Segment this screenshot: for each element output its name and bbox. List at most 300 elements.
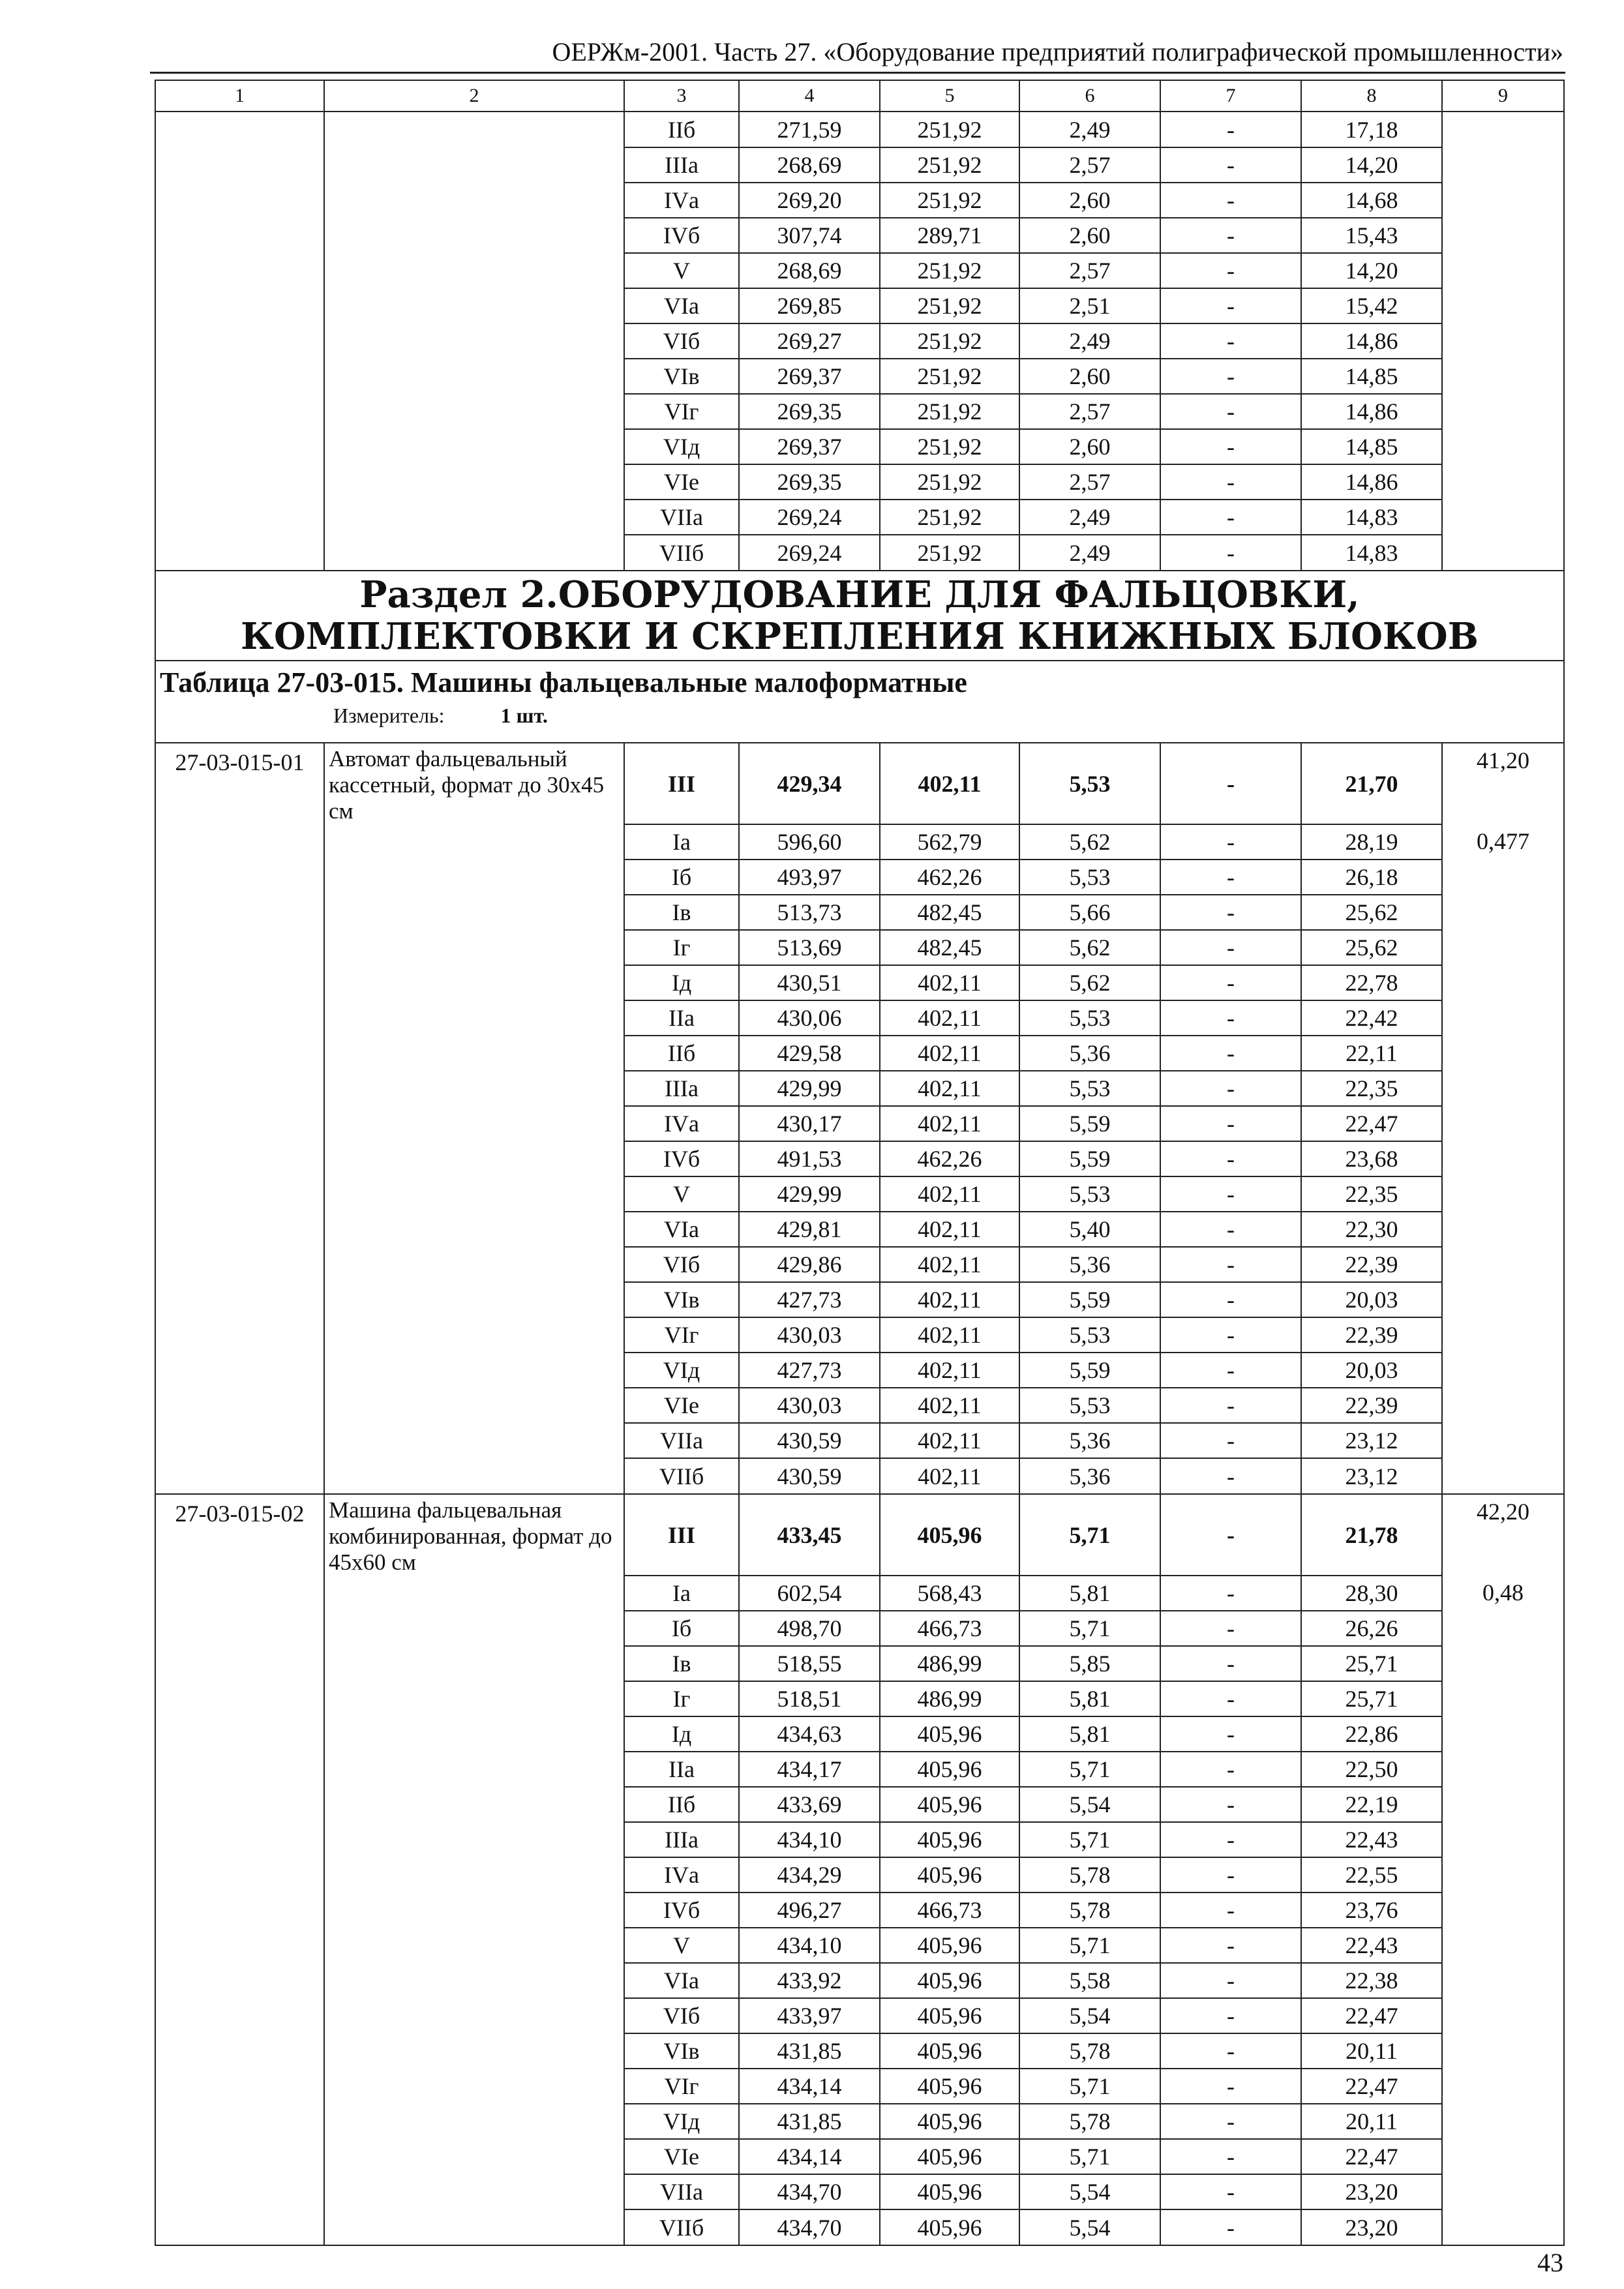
column-9-cell [1442, 1000, 1564, 1036]
table-body [155, 80, 1564, 2245]
column-9-cell [1442, 323, 1564, 359]
data-cell: - [1160, 183, 1301, 218]
rate-code-cell [155, 1963, 324, 1998]
data-cell: - [1160, 1822, 1301, 1857]
item-name-cell [324, 429, 624, 464]
data-cell: 402,11 [880, 1247, 1019, 1282]
rate-code-cell [155, 1388, 324, 1423]
table-row [155, 2174, 1564, 2209]
data-cell: VIд [624, 429, 739, 464]
data-cell: 2,60 [1019, 359, 1160, 394]
item-name-cell [324, 1752, 624, 1787]
column-9-cell [1442, 930, 1564, 965]
rate-code-cell [155, 429, 324, 464]
data-cell: 22,50 [1301, 1752, 1442, 1787]
data-cell: Iа [624, 824, 739, 860]
table-row [155, 1681, 1564, 1716]
data-cell: 5,36 [1019, 1423, 1160, 1458]
data-cell: - [1160, 1998, 1301, 2033]
data-cell: 23,68 [1301, 1141, 1442, 1176]
data-cell: 22,47 [1301, 2139, 1442, 2174]
data-cell: 5,54 [1019, 1787, 1160, 1822]
data-cell: 251,92 [880, 112, 1019, 147]
page-number: 43 [1537, 2248, 1563, 2277]
data-cell: 268,69 [739, 147, 880, 183]
data-cell: 269,37 [739, 429, 880, 464]
column-9-cell [1442, 1646, 1564, 1681]
table-row [155, 860, 1564, 895]
item-name-cell [324, 1212, 624, 1247]
data-cell: 5,62 [1019, 965, 1160, 1000]
data-cell: 430,17 [739, 1106, 880, 1141]
column-9-cell [1442, 1071, 1564, 1106]
rate-code-cell [155, 1576, 324, 1611]
data-cell: - [1160, 1212, 1301, 1247]
rate-code-cell [155, 1423, 324, 1458]
item-name-cell [324, 1388, 624, 1423]
data-cell: 402,11 [880, 1071, 1019, 1106]
item-name-cell [324, 1106, 624, 1141]
data-cell: - [1160, 2104, 1301, 2139]
data-cell: 568,43 [880, 1576, 1019, 1611]
data-cell: 5,59 [1019, 1282, 1160, 1317]
data-cell: 427,73 [739, 1353, 880, 1388]
column-9-cell [1442, 1998, 1564, 2033]
data-cell: - [1160, 2209, 1301, 2245]
data-cell: VIг [624, 1317, 739, 1353]
data-cell: 429,99 [739, 1071, 880, 1106]
data-cell: 462,26 [880, 860, 1019, 895]
table-row [155, 429, 1564, 464]
column-number: 6 [1019, 80, 1160, 112]
table-row [155, 394, 1564, 429]
data-cell: 434,70 [739, 2209, 880, 2245]
data-cell: 429,99 [739, 1176, 880, 1212]
data-cell: 14,86 [1301, 464, 1442, 500]
data-cell: VIв [624, 359, 739, 394]
rate-code-cell [155, 1716, 324, 1752]
data-cell: 5,59 [1019, 1141, 1160, 1176]
data-cell: 434,29 [739, 1857, 880, 1893]
item-name-cell [324, 1176, 624, 1212]
rate-code-cell [155, 394, 324, 429]
data-cell: - [1160, 1141, 1301, 1176]
data-cell: - [1160, 930, 1301, 965]
data-cell: 405,96 [880, 1928, 1019, 1963]
table-row [155, 1000, 1564, 1036]
data-cell: 402,11 [880, 1388, 1019, 1423]
data-cell: VIг [624, 394, 739, 429]
column-9-cell [1442, 183, 1564, 218]
data-cell: 22,55 [1301, 1857, 1442, 1893]
data-cell: 5,78 [1019, 2033, 1160, 2069]
item-name-cell [324, 1423, 624, 1458]
column-9-cell [1442, 429, 1564, 464]
column-9-cell [1442, 2139, 1564, 2174]
column-9-cell [1442, 1317, 1564, 1353]
data-cell: 433,92 [739, 1963, 880, 1998]
table-row [155, 1752, 1564, 1787]
table-row [155, 1494, 1564, 1576]
item-name-cell [324, 1611, 624, 1646]
data-cell: 5,53 [1019, 1176, 1160, 1212]
table-row [155, 1353, 1564, 1388]
column-9-cell [1442, 1388, 1564, 1423]
data-cell: - [1160, 1646, 1301, 1681]
table-row [155, 253, 1564, 288]
data-cell: 402,11 [880, 743, 1019, 824]
rate-code-cell [155, 1787, 324, 1822]
table-row [155, 147, 1564, 183]
data-cell: IIб [624, 1036, 739, 1071]
table-row [155, 1787, 1564, 1822]
column-9-cell [1442, 1893, 1564, 1928]
data-cell: 22,47 [1301, 1106, 1442, 1141]
section-title: Раздел 2.ОБОРУДОВАНИЕ ДЛЯ ФАЛЬЦОВКИ, КОМПЛЕКТОВКИ И СКРЕПЛЕНИЯ КНИЖНЫХ БЛОКОВ [155, 571, 1564, 661]
data-cell: Iв [624, 1646, 739, 1681]
item-name-cell [324, 2069, 624, 2104]
column-9-cell [1442, 1176, 1564, 1212]
rate-code-cell [155, 288, 324, 323]
data-cell: 21,70 [1301, 743, 1442, 824]
data-cell: 434,10 [739, 1822, 880, 1857]
data-cell: 433,69 [739, 1787, 880, 1822]
data-cell: VIIб [624, 2209, 739, 2245]
table-title: Таблица 27-03-015. Машины фальцевальные малоформатные [160, 666, 967, 698]
rate-code-cell [155, 1893, 324, 1928]
item-name-cell [324, 895, 624, 930]
data-cell: 429,58 [739, 1036, 880, 1071]
data-cell: 269,37 [739, 359, 880, 394]
item-name-cell [324, 288, 624, 323]
data-cell: III [624, 743, 739, 824]
item-name-cell [324, 253, 624, 288]
column-9-cell: 41,20 [1442, 743, 1564, 824]
data-cell: 431,85 [739, 2104, 880, 2139]
column-number: 3 [624, 80, 739, 112]
column-number: 2 [324, 80, 624, 112]
rate-code-cell [155, 2209, 324, 2245]
data-cell: 21,78 [1301, 1494, 1442, 1576]
rate-code-cell [155, 183, 324, 218]
data-cell: - [1160, 860, 1301, 895]
column-9-cell [1442, 253, 1564, 288]
data-cell: 22,43 [1301, 1822, 1442, 1857]
data-cell: 402,11 [880, 1353, 1019, 1388]
data-cell: 14,86 [1301, 323, 1442, 359]
table-row [155, 1716, 1564, 1752]
data-cell: 14,86 [1301, 394, 1442, 429]
table-row [155, 1176, 1564, 1212]
item-name-cell [324, 1000, 624, 1036]
column-9-cell [1442, 147, 1564, 183]
data-cell: 251,92 [880, 183, 1019, 218]
column-number: 5 [880, 80, 1019, 112]
data-cell: - [1160, 965, 1301, 1000]
data-cell: 2,60 [1019, 218, 1160, 253]
data-cell: 405,96 [880, 2104, 1019, 2139]
table-row [155, 218, 1564, 253]
column-9-cell [1442, 1106, 1564, 1141]
column-number: 1 [155, 80, 324, 112]
rate-code-cell [155, 2033, 324, 2069]
rate-code-cell [155, 2104, 324, 2139]
data-cell: 23,20 [1301, 2209, 1442, 2245]
item-name-cell [324, 2174, 624, 2209]
item-name-cell [324, 2209, 624, 2245]
data-cell: - [1160, 1494, 1301, 1576]
table-row [155, 359, 1564, 394]
data-cell: 22,47 [1301, 2069, 1442, 2104]
data-cell: VIб [624, 1247, 739, 1282]
data-cell: 22,39 [1301, 1247, 1442, 1282]
rate-code-cell [155, 1752, 324, 1787]
data-cell: VIа [624, 1212, 739, 1247]
data-cell: 491,53 [739, 1141, 880, 1176]
data-cell: 5,53 [1019, 1071, 1160, 1106]
item-name-cell [324, 535, 624, 571]
item-name-cell [324, 1036, 624, 1071]
table-row [155, 183, 1564, 218]
data-cell: - [1160, 1317, 1301, 1353]
data-cell: 23,12 [1301, 1458, 1442, 1494]
data-cell: - [1160, 895, 1301, 930]
data-cell: 28,30 [1301, 1576, 1442, 1611]
column-9-cell [1442, 359, 1564, 394]
column-9-cell [1442, 1247, 1564, 1282]
data-cell: 402,11 [880, 965, 1019, 1000]
data-cell: IVа [624, 1857, 739, 1893]
data-cell: - [1160, 359, 1301, 394]
data-cell: VIа [624, 288, 739, 323]
column-9-cell [1442, 1353, 1564, 1388]
item-name-cell [324, 2139, 624, 2174]
rate-code-cell [155, 1353, 324, 1388]
data-cell: - [1160, 1106, 1301, 1141]
data-cell: 14,85 [1301, 429, 1442, 464]
data-cell: 2,49 [1019, 112, 1160, 147]
table-row [155, 1646, 1564, 1681]
data-cell: 405,96 [880, 2069, 1019, 2104]
data-cell: 5,62 [1019, 930, 1160, 965]
item-name-cell [324, 1787, 624, 1822]
data-cell: Iв [624, 895, 739, 930]
data-cell: 22,11 [1301, 1036, 1442, 1071]
data-cell: 5,62 [1019, 824, 1160, 860]
data-cell: - [1160, 1247, 1301, 1282]
data-cell: 518,51 [739, 1681, 880, 1716]
column-9-cell [1442, 1681, 1564, 1716]
data-cell: 486,99 [880, 1681, 1019, 1716]
data-cell: 5,53 [1019, 1000, 1160, 1036]
data-cell: - [1160, 1752, 1301, 1787]
data-cell: 23,76 [1301, 1893, 1442, 1928]
rate-code-cell [155, 930, 324, 965]
data-cell: 498,70 [739, 1611, 880, 1646]
item-name-cell [324, 1681, 624, 1716]
column-9-cell [1442, 218, 1564, 253]
data-cell: Iб [624, 1611, 739, 1646]
data-cell: 434,17 [739, 1752, 880, 1787]
column-number: 7 [1160, 80, 1301, 112]
column-9-cell [1442, 464, 1564, 500]
data-cell: 307,74 [739, 218, 880, 253]
rate-code-cell [155, 359, 324, 394]
item-name-cell [324, 965, 624, 1000]
column-9-cell [1442, 895, 1564, 930]
data-cell: - [1160, 1282, 1301, 1317]
data-cell: - [1160, 500, 1301, 535]
data-cell: 562,79 [880, 824, 1019, 860]
data-cell: VIе [624, 2139, 739, 2174]
column-9-cell [1442, 1928, 1564, 1963]
item-name-cell [324, 500, 624, 535]
data-cell: 466,73 [880, 1611, 1019, 1646]
rate-code-cell [155, 1928, 324, 1963]
data-cell: 405,96 [880, 1494, 1019, 1576]
item-name-cell [324, 394, 624, 429]
data-cell: 5,78 [1019, 2104, 1160, 2139]
data-cell: 430,03 [739, 1317, 880, 1353]
table-row [155, 1611, 1564, 1646]
rate-code-cell [155, 965, 324, 1000]
measure-line [160, 700, 1559, 730]
data-cell: 5,78 [1019, 1893, 1160, 1928]
column-9-cell [1442, 1857, 1564, 1893]
rate-code-cell: 27-03-015-02 [155, 1494, 324, 1576]
data-cell: 2,60 [1019, 429, 1160, 464]
data-cell: 22,47 [1301, 1998, 1442, 2033]
rate-code-cell [155, 824, 324, 860]
data-cell: 22,35 [1301, 1071, 1442, 1106]
item-name-cell [324, 930, 624, 965]
data-cell: 5,71 [1019, 2069, 1160, 2104]
data-cell: 5,36 [1019, 1036, 1160, 1071]
rate-code-cell [155, 253, 324, 288]
data-cell: 271,59 [739, 112, 880, 147]
data-cell: Iг [624, 930, 739, 965]
data-cell: 23,20 [1301, 2174, 1442, 2209]
column-9-cell [1442, 1822, 1564, 1857]
table-row [155, 2209, 1564, 2245]
data-cell: 5,53 [1019, 743, 1160, 824]
data-cell: 5,54 [1019, 2209, 1160, 2245]
data-cell: 5,54 [1019, 1998, 1160, 2033]
item-name-cell [324, 860, 624, 895]
data-cell: 430,59 [739, 1458, 880, 1494]
data-cell: - [1160, 147, 1301, 183]
data-cell: IIб [624, 1787, 739, 1822]
data-cell: 5,78 [1019, 1857, 1160, 1893]
item-name-cell [324, 112, 624, 147]
column-number: 8 [1301, 80, 1442, 112]
column-9-cell [1442, 112, 1564, 147]
item-name-cell [324, 2033, 624, 2069]
section-row [155, 571, 1564, 661]
rate-code-cell [155, 500, 324, 535]
data-cell: 405,96 [880, 2139, 1019, 2174]
data-cell: 14,83 [1301, 535, 1442, 571]
data-cell: 429,81 [739, 1212, 880, 1247]
table-row [155, 1247, 1564, 1282]
data-cell: 427,73 [739, 1282, 880, 1317]
data-cell: - [1160, 743, 1301, 824]
table-row [155, 2104, 1564, 2139]
data-cell: IVб [624, 1893, 739, 1928]
data-cell: 14,20 [1301, 147, 1442, 183]
measure-unit: 1 шт. [500, 704, 548, 727]
data-cell: 251,92 [880, 359, 1019, 394]
data-cell: VIб [624, 1998, 739, 2033]
table-row [155, 1928, 1564, 1963]
column-9-cell [1442, 1423, 1564, 1458]
data-cell: 251,92 [880, 253, 1019, 288]
data-cell: III [624, 1494, 739, 1576]
data-cell: IIIа [624, 147, 739, 183]
data-cell: 405,96 [880, 1822, 1019, 1857]
data-cell: - [1160, 1176, 1301, 1212]
data-cell: VIIб [624, 1458, 739, 1494]
data-cell: 429,86 [739, 1247, 880, 1282]
table-row [155, 112, 1564, 147]
item-name-cell [324, 1282, 624, 1317]
column-9-cell [1442, 1611, 1564, 1646]
data-cell: 434,10 [739, 1928, 880, 1963]
data-cell: 405,96 [880, 1963, 1019, 1998]
rate-code-cell [155, 323, 324, 359]
item-name-cell [324, 1716, 624, 1752]
data-cell: 402,11 [880, 1423, 1019, 1458]
table-row [155, 288, 1564, 323]
data-cell: 518,55 [739, 1646, 880, 1681]
column-9-cell [1442, 965, 1564, 1000]
data-cell: 405,96 [880, 2174, 1019, 2209]
rate-code-cell [155, 1857, 324, 1893]
data-cell: - [1160, 323, 1301, 359]
column-number-row [155, 80, 1564, 112]
data-cell: 434,14 [739, 2139, 880, 2174]
data-cell: IIб [624, 112, 739, 147]
table-row [155, 323, 1564, 359]
data-cell: 5,71 [1019, 1822, 1160, 1857]
data-cell: 2,57 [1019, 253, 1160, 288]
data-cell: 602,54 [739, 1576, 880, 1611]
data-cell: 20,03 [1301, 1353, 1442, 1388]
data-cell: VIг [624, 2069, 739, 2104]
item-name-cell [324, 1576, 624, 1611]
data-cell: 22,39 [1301, 1388, 1442, 1423]
data-cell: 430,51 [739, 965, 880, 1000]
table-row [155, 895, 1564, 930]
column-9-cell [1442, 2104, 1564, 2139]
data-cell: 20,11 [1301, 2033, 1442, 2069]
table-row [155, 1822, 1564, 1857]
data-cell: 434,63 [739, 1716, 880, 1752]
table-caption-row [155, 661, 1564, 743]
data-cell: IIа [624, 1000, 739, 1036]
data-cell: 405,96 [880, 1998, 1019, 2033]
rate-code-cell [155, 1282, 324, 1317]
column-9-cell [1442, 2209, 1564, 2245]
data-cell: 28,19 [1301, 824, 1442, 860]
table-row [155, 535, 1564, 571]
item-name-cell [324, 1857, 624, 1893]
data-cell: Iд [624, 1716, 739, 1752]
data-cell: 466,73 [880, 1893, 1019, 1928]
table-row [155, 2139, 1564, 2174]
table-row [155, 1212, 1564, 1247]
data-cell: Iг [624, 1681, 739, 1716]
